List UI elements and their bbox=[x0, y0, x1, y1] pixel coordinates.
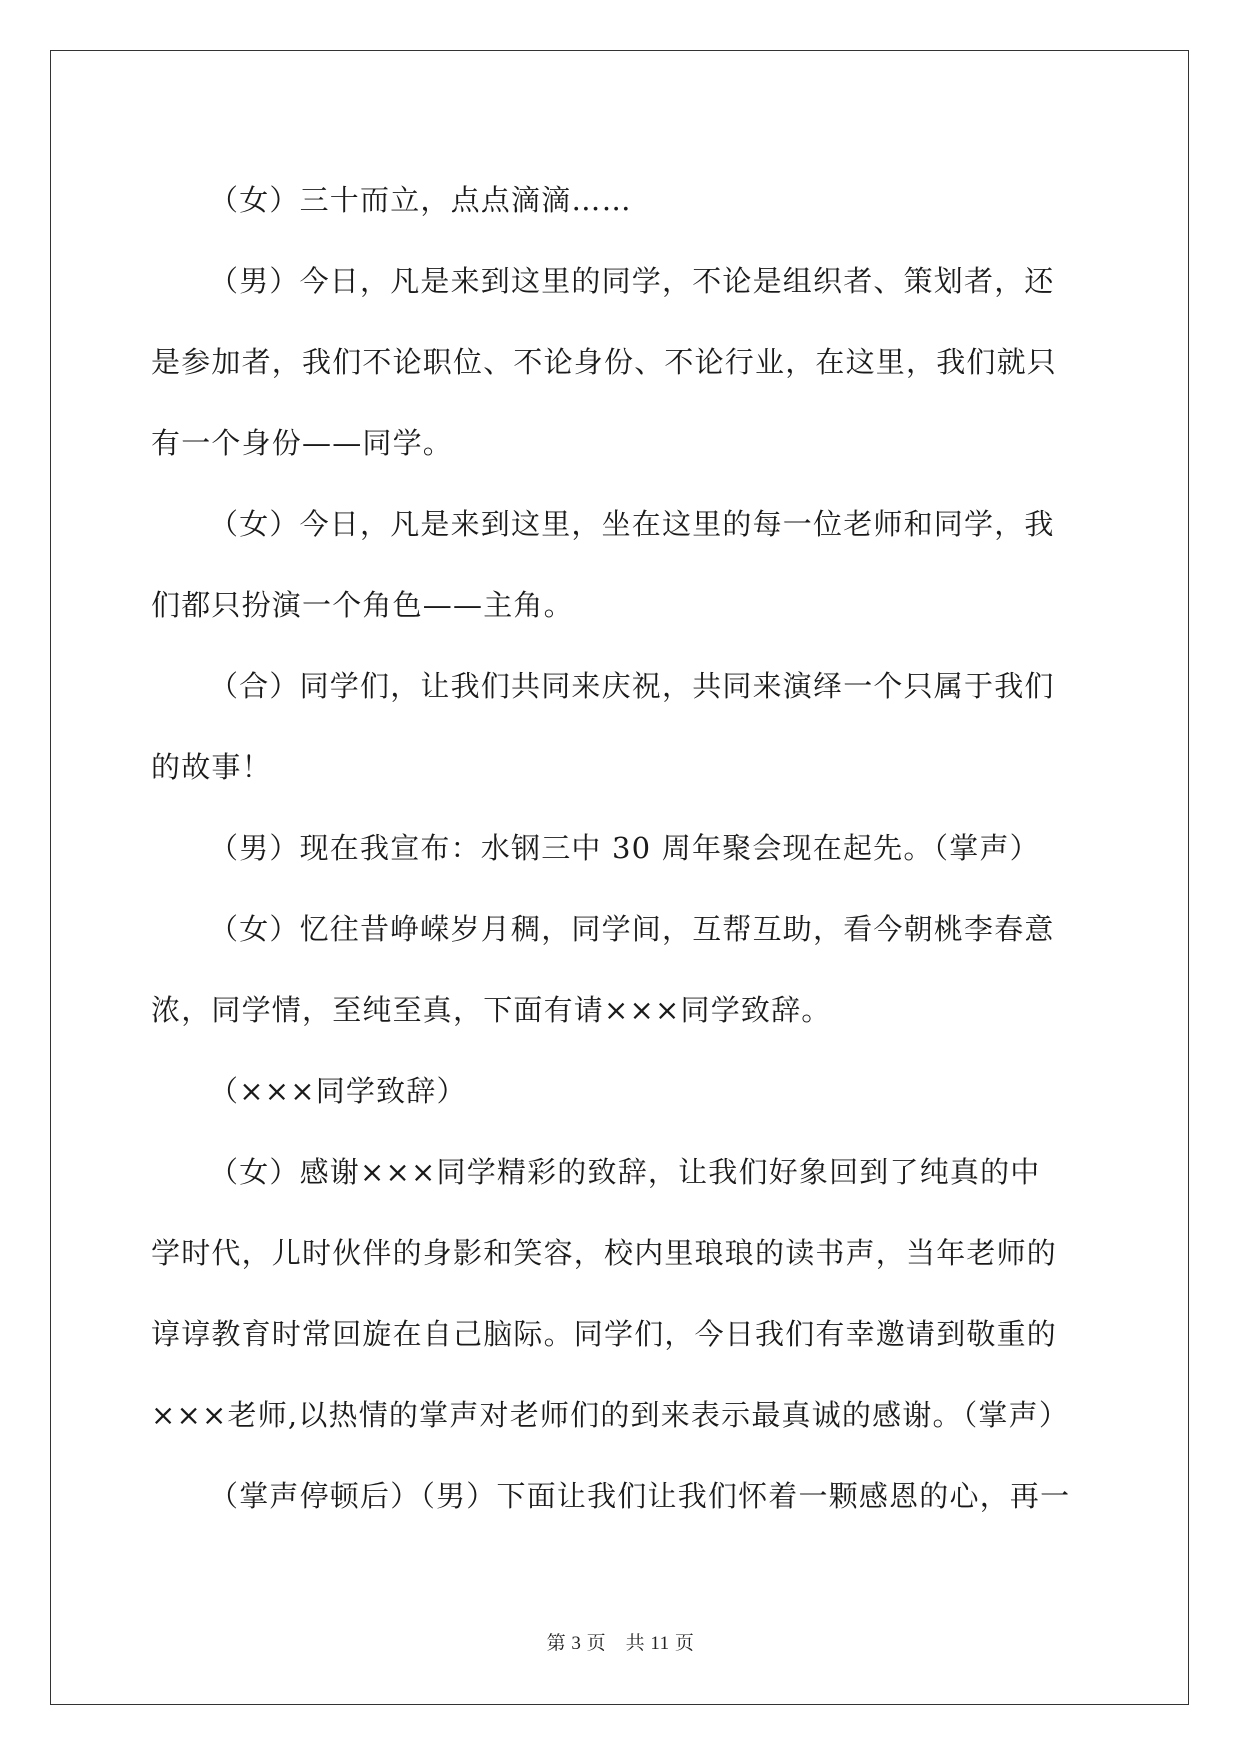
text-line: （女）三十而立，点点滴滴…… bbox=[209, 183, 632, 217]
text-line: 有一个身份——同学。 bbox=[151, 426, 454, 460]
text-line: 的故事！ bbox=[151, 750, 272, 784]
text-line: 们都只扮演一个角色——主角。 bbox=[151, 588, 574, 622]
document-body bbox=[151, 160, 1096, 1537]
text-line: （掌声停顿后）（男）下面让我们让我们怀着一颗感恩的心，再一 bbox=[209, 1479, 1071, 1513]
text-line: （女）忆往昔峥嵘岁月稠，同学间，互帮互助，看今朝桃李春意 bbox=[209, 912, 1055, 946]
text-line: 学时代，儿时伙伴的身影和笑容，校内里琅琅的读书声，当年老师的 bbox=[151, 1236, 1058, 1270]
text-line: （女）感谢×××同学精彩的致辞，让我们好象回到了纯真的中 bbox=[209, 1155, 1041, 1189]
text-line: （男）今日，凡是来到这里的同学，不论是组织者、策划者，还 bbox=[209, 264, 1055, 298]
text-line: 浓，同学情，至纯至真，下面有请×××同学致辞。 bbox=[151, 993, 832, 1027]
text-line: （女）今日，凡是来到这里，坐在这里的每一位老师和同学，我 bbox=[209, 507, 1055, 541]
text-line: （×××同学致辞） bbox=[209, 1074, 467, 1108]
text-line: 谆谆教育时常回旋在自己脑际。同学们，今日我们有幸邀请到敬重的 bbox=[151, 1317, 1058, 1351]
text-line: （男）现在我宣布：水钢三中 30 周年聚会现在起先。（掌声） bbox=[209, 831, 1040, 865]
text-line: 是参加者，我们不论职位、不论身份、不论行业，在这里，我们就只 bbox=[151, 345, 1058, 379]
page-number-footer: 第 3 页 共 11 页 bbox=[546, 1633, 695, 1654]
text-line: （合）同学们，让我们共同来庆祝，共同来演绎一个只属于我们 bbox=[209, 669, 1055, 703]
text-line: ×××老师,以热情的掌声对老师们的到来表示最真诚的感谢。（掌声） bbox=[151, 1398, 1070, 1432]
